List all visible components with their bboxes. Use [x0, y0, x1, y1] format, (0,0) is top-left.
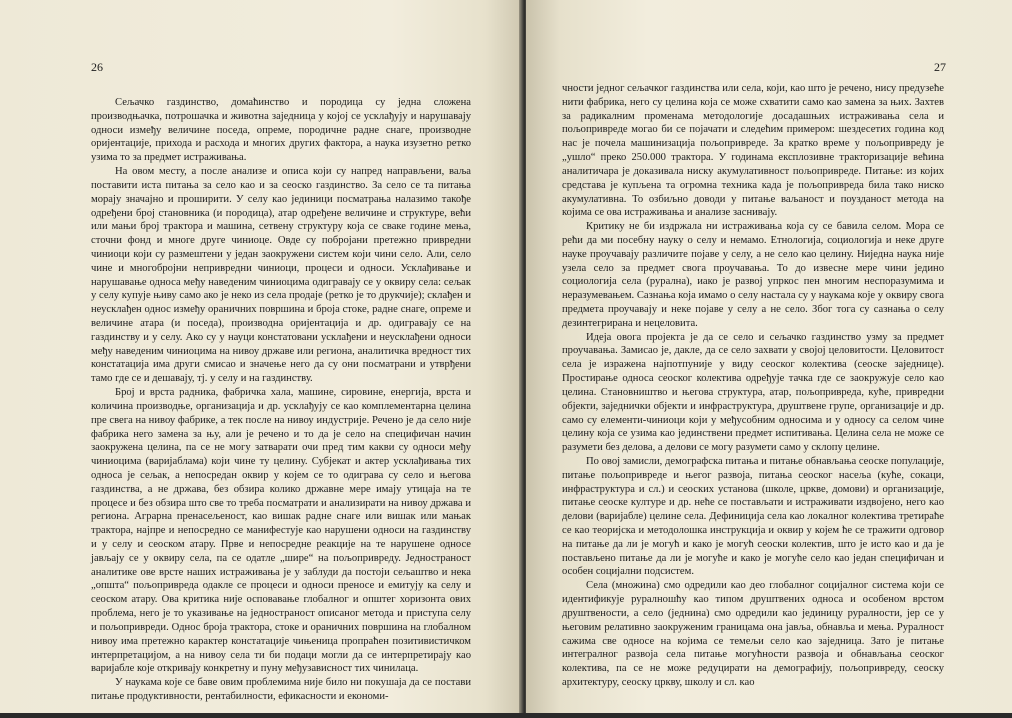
right-page-text — [562, 82, 944, 690]
paragraph: На овом месту, а после анализе и описа који су напред направљени, ваља поставити иста питања за село као и за сеоско газдинство. За село се та питања морају значајно и проширити. У селу као јединици посматрања налазимо такође одређени број становника (и породица), атар одређене величине и структуре, већи или мањи број трактора и машина, сетвену структуру која се сваке године мења, сточни фонд и многе друге чиниоце. Овде су побројани претежно привредни чиниоци који су размештени у један заокружени систем који чини село. Али, село чине и многобројни непривредни чиниоци, процеси и односи. Усклађивање и нарушавање односа међу наведеним чиниоцима одигравају се у оквиру села: сељак у селу купује њиву само ако је неко из села продаје (ретко је то друкчије); склађен и неусклађен однос између ораничних површина и броја стоке, радне снаге, опреме и величине атара (и поседа), производна оријентација и др. одигравају се на газдинству и у селу. Ако су у науци констатовани усклађени и неусклађени односи међу наведеним чиниоцима на нивоу државе или региона, аналитичка вредност тих констатација има други смисао и значење него да су они посматрани и утврђени тамо где се и дешавају, тј. у селу и на газдинству. — [91, 166, 471, 385]
paragraph: Села (множина) смо одредили као део глобалног социјалног система који се идентификује руралношћу као типом друштвених односа и особеном врстом друштвености, а село (једнина) смо одредили као јединицу руралности, јер се у његовим релативно заокруженим границама она јавља, обнавља и мења. Руралност сажима све односе на којима се темељи село као заједница. Зато је питање интегралног развоја села питање могућности развоја и обнављања сеоског колектива, па се не може редуцирати на демографију, пољопривреду, сеоску архитектуру, сеоску цркву, школу и сл. као — [562, 580, 944, 688]
paragraph: Број и врста радника, фабричка хала, машине, сировине, енергија, врста и количина производње, организација и др. усклађују се као комплементарна целина пре свега на нивоу фабрике, а тек после на нивоу индустрије. Речено је да село није фабрика него замена за њу, али је речено и то да је село на специфичан начин заокружена целина, па се не могу затварати очи пред тим какви су односи међу чиниоцима (варијаблама) који чине ту целину. Субјекат и актер усклађивања тих односа је сељак, а непосредан оквир у којем се то одиграва су село и његова газдинства, а не држава, без обзира колико државне мере имају утицаја на те процесе и без обзира што све то треба посматрати и анализирати на нивоу држава и региона. Аграрна пренасељеност, као вишак радне снаге или вишак или мањак трактора, најпре и непосредно се манифестује као нарушени односи на газдинству и у селу и сеоском атару. Прве и непосредне реакције на те нарушене односе јављају се у оквиру села, па се одатле „шире“ на пољопривреду. Једностраност аналитике ове врсте наших истраживања је у заблуди да постоји сељаштво и нека „општа“ пољопривреда одакле се процеси и односи преносе и емитују ка селу и сеоском атару. Ова критика није осповавање глобалног и општег хоризонта ових проблема, него је то указивање на једностраност описаног метода и приступа селу и пољопривреди. Однос броја трактора, стоке и ораничних површина на глобалном нивоу има претежно карактер констатације чињеница пропраћен позитивистичком интерпретацијом, а на нивоу села ти би подаци могли да се интерпретирају као варијабле које откривају конкретну и пуну међузависност тих чинилаца. — [91, 387, 471, 675]
paragraph: По овој замисли, демографска питања и питање обнављања сеоске популације, питање пољопривреде и његог развоја, питања сеоског насеља (куће, сокаци, инфраструктура и сл.) и сеоских установа (школе, цркве, домови) и организације, питање сеоске културе и др. неће се постављати и истраживати издвојено, него као делови (варијабле) целине села. Дефиниција села као локалног колектива третираће се као теоријска и методолошка инструкција и оквир у којем ће се тражити одговор на питање да ли је могућ и како је могућ сеоски колектив, што је исто као и да је постављено питање да ли је могуће и како је могуће село као један специфичан и особен социјални подсистем. — [562, 455, 944, 578]
paragraph: чности једног сељачког газдинства или села, који, као што је речено, нису предузеће нити фабрика, него су целина која се може схватити само као замена за њих. Захтев за радикалним променама методологије досадашњих истраживања села и пољопривреде могао би се појачати и следећим примером: шездесетих година код нас је почела машинизација пољопривреде. За кратко време у пољопривреду је „ушло“ преко 250.000 трактора. У годинама експлозивне тракторизације већина аналитичара је доказивала ниску акумулативност пољопривреде. Питање: из којих средстава је купљена та огромна техника када је пољопривреда била тако ниско акумулативна. То озбиљно доводи у питање ваљаност и поузданост метода на којима се ова истраживања и анализе заснивају. — [562, 83, 944, 219]
left-page-number: 26 — [91, 60, 103, 74]
right-page — [526, 0, 1012, 718]
paragraph: Идеја овога пројекта је да се село и сељачко газдинство узму за предмет проучавања. Замисао је, дакле, да се село захвати у својој целовитости. Целовитост села је изражена најпотпуније у виду сеоског колектива (сеоске заједнице). Простирање односа сеоског колектива одређује тачка где се заокружује село као целина. Становништво и његова структура, атар, пољопривреда, куће, привредни објекти, заједнички објекти и инфраструктура, друштвене групе, организације и др. само су елементи-чиниоци који у међусобним односима и у односу са селом чине целину која се узима као јединствени предмет испитивања. Целина села не може се разумети без делова, а делови се могу разумети само у склопу целине. — [562, 331, 944, 454]
scan-edge-bottom — [0, 713, 1012, 718]
paragraph: Сељачко газдинство, домаћинство и породица су једна сложена производњачка, потрошачка и животна заједница у којој се усклађују и нарушавају односи између величине поседа, опреме, породичне радне снаге, производне оријентације, прихода и расхода и многих других фактора, а наука изузетно ретко узима то за предмет истраживања. — [91, 97, 471, 164]
paragraph: У наукама које се баве овим проблемима није било ни покушаја да се постави питање продуктивности, рентабилности, ефикасности и економи- — [91, 677, 471, 702]
paragraph: Критику не би издржала ни истраживања која су се бавила селом. Мора се рећи да ми посебну науку о селу и немамо. Етнологија, социологија и неке друге науке проучавају различите појаве у селу, а не село као целину. Ниједна наука није узела село за предмет свога проучавања. То до извесне мере чини једино социологија села (рурална), иако је развој упркос пен многим неспоразумима и неразумевањем. Сазнања која имамо о селу настала су у наукама које у оквиру свога предмета проучавају и неке појаве у селу а не село. Због тога су сазнања о селу дезинтегрирана и нецеловита. — [562, 221, 944, 329]
left-page-text — [91, 96, 471, 704]
right-page-number: 27 — [934, 60, 946, 74]
